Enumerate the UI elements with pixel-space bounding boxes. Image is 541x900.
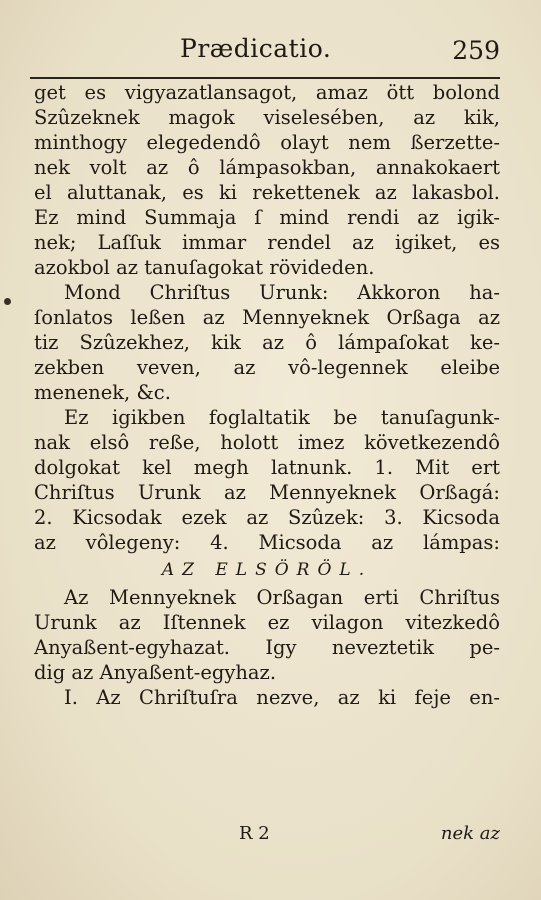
- text-line: Urunk az Iſtennek ez vilagon vitezkedô: [34, 611, 500, 634]
- text-line: tiz Szûzekhez, kik az ô lámpaſokat ke-: [34, 331, 500, 354]
- text-line: menenek, &c.: [34, 381, 171, 404]
- text-line: Anyaßent-egyhazat. Igy neveztetik pe-: [34, 636, 500, 659]
- page-number: 259: [452, 36, 500, 65]
- text-line: I. Az Chriſtuſra nezve, az ki feje en-: [64, 686, 500, 709]
- text-line: Szûzeknek magok viselesében, az kik,: [34, 106, 500, 129]
- catchword: nek az: [440, 823, 500, 844]
- text-line: Az Mennyeknek Orßagan erti Chriſtus: [64, 586, 500, 609]
- text-line: get es vigyazatlansagot, amaz ött bolond: [34, 81, 500, 104]
- text-line: Chriſtus Urunk az Mennyeknek Orßagá:: [34, 481, 500, 504]
- text-line: nak elsô reße, holott imez következendô: [34, 431, 500, 454]
- text-line: dig az Anyaßent-egyhaz.: [34, 661, 277, 684]
- margin-ink-mark: [4, 298, 11, 305]
- text-line: Ez igikben foglaltatik be tanuſagunk-: [64, 406, 500, 429]
- signature-mark: R 2: [239, 823, 270, 844]
- page-header: [30, 34, 500, 74]
- header-rule: [30, 77, 500, 79]
- text-line: az vôlegeny: 4. Micsoda az lámpas:: [34, 531, 500, 554]
- body-text: [34, 80, 500, 710]
- text-line: azokbol az tanuſagokat rövideden.: [34, 256, 375, 279]
- text-line: el aluttanak, es ki rekettenek az lakasbol.: [34, 181, 500, 204]
- text-line: Ez mind Summaja ſ mind rendi az igik-: [34, 206, 500, 229]
- text-line: minthogy elegedendô olayt nem ßerzette-: [34, 131, 500, 154]
- page-footer: [34, 823, 500, 849]
- text-line: dolgokat kel megh latnunk. 1. Mit ert: [34, 456, 500, 479]
- text-line: nek; Laſſuk immar rendel az igiket, es: [34, 231, 500, 254]
- text-line: Mond Chriſtus Urunk: Akkoron ha-: [64, 281, 500, 304]
- running-title: Prædicatio.: [180, 34, 332, 63]
- text-line: 2. Kicsodak ezek az Szûzek: 3. Kicsoda: [34, 506, 500, 529]
- text-line: nek volt az ô lámpasokban, annakokaert: [34, 156, 500, 179]
- text-line: ſonlatos leßen az Mennyeknek Orßaga az: [34, 306, 500, 329]
- text-line: zekben veven, az vô-legennek eleibe: [34, 356, 500, 379]
- section-heading: AZ ELSÖRÖL.: [161, 560, 373, 580]
